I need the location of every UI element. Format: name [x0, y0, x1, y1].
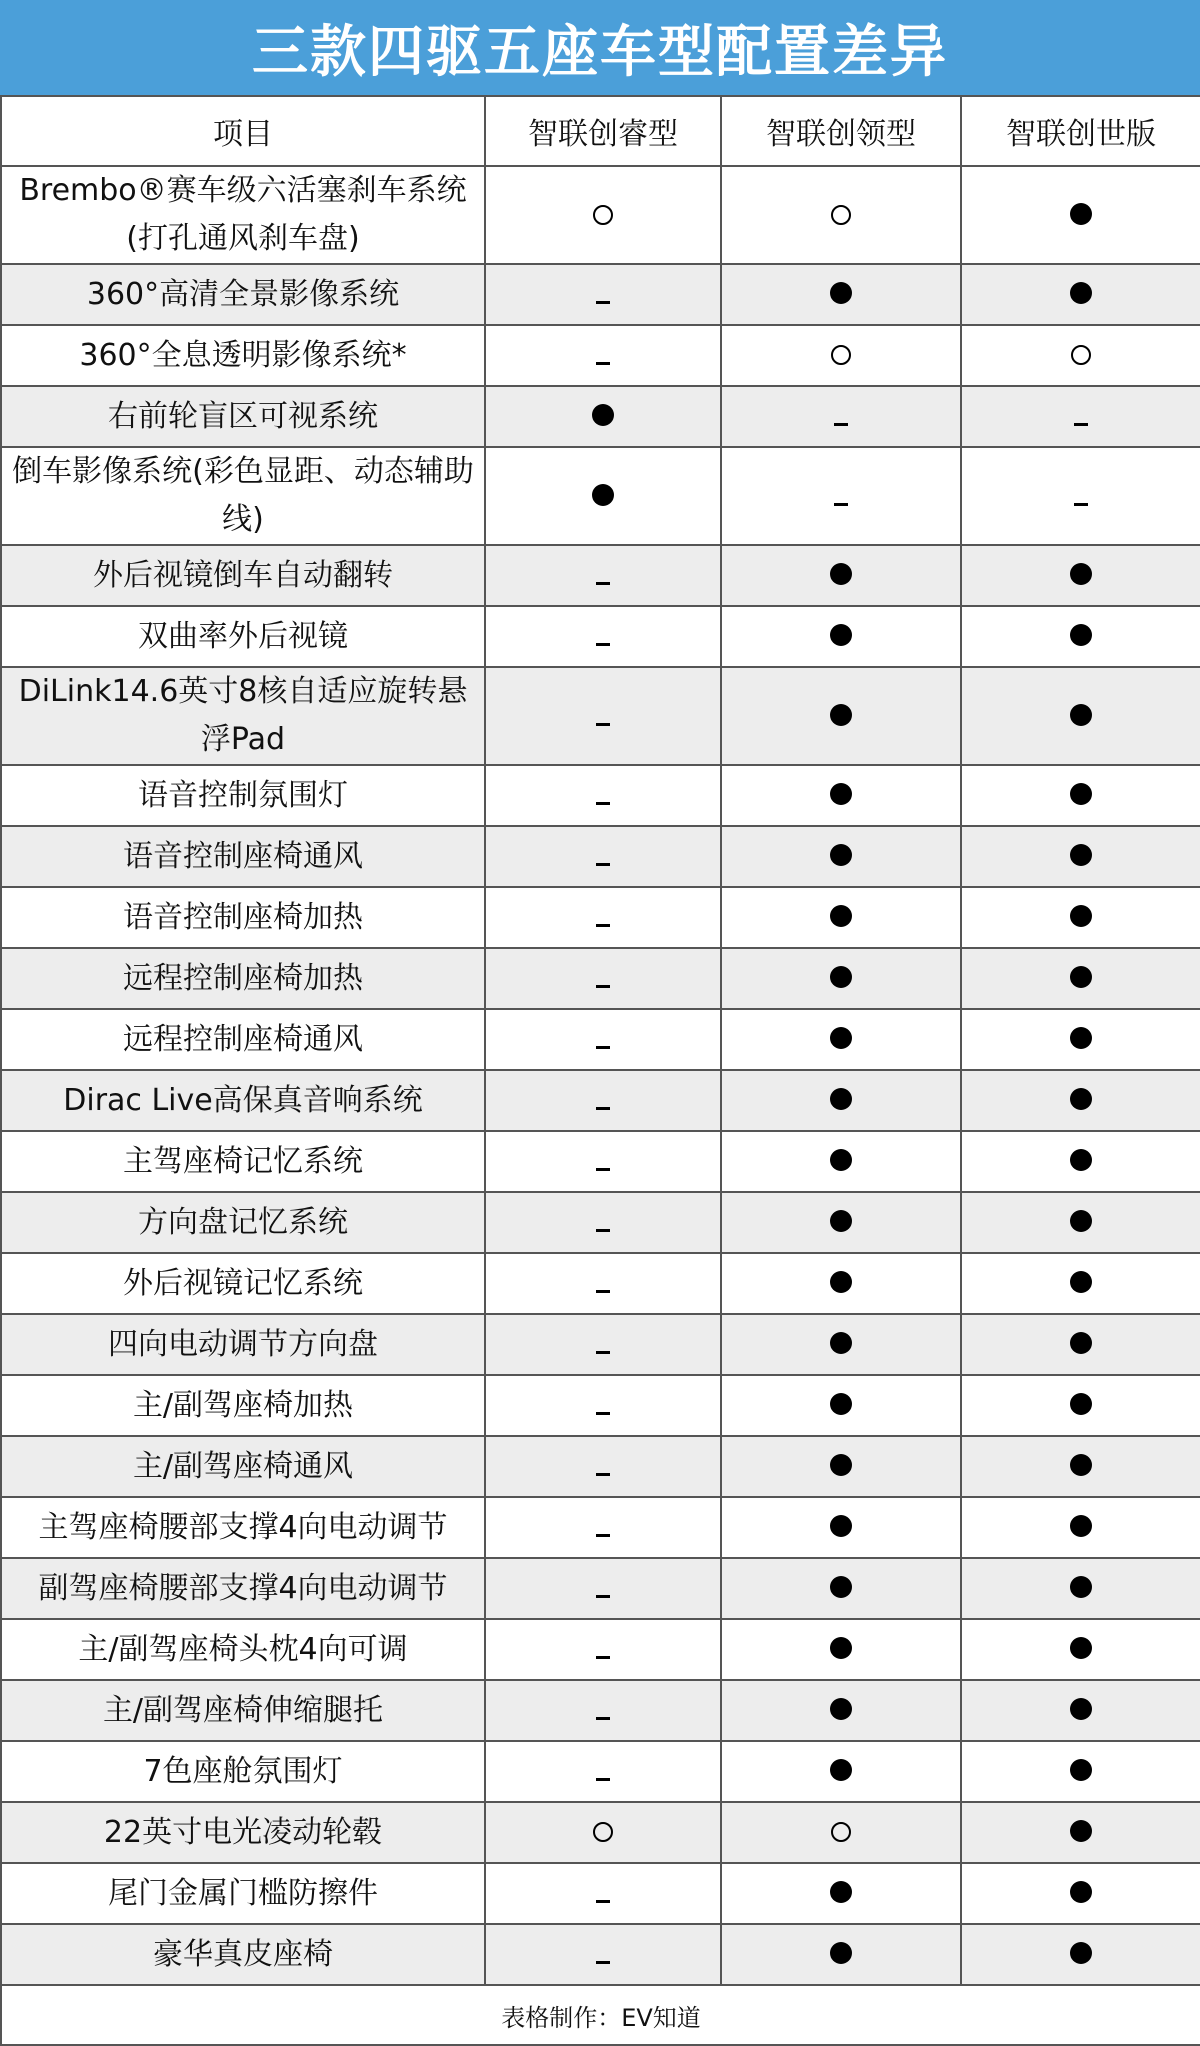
dash-icon [596, 1717, 610, 1720]
table-row [1, 447, 1200, 545]
availability-cell [721, 1802, 961, 1863]
filled-dot-icon [1070, 282, 1092, 304]
table-row [1, 1375, 1200, 1436]
availability-cell [961, 1314, 1200, 1375]
filled-dot-icon [830, 1027, 852, 1049]
dash-icon [596, 1107, 610, 1110]
dash-icon [596, 1168, 610, 1171]
availability-cell [721, 325, 961, 386]
column-header-trim-3: 智联创世版 [961, 96, 1200, 166]
feature-name-cell: 语音控制座椅加热 [1, 887, 485, 948]
filled-dot-icon [1070, 1027, 1092, 1049]
feature-name-cell: 副驾座椅腰部支撑4向电动调节 [1, 1558, 485, 1619]
dash-icon [1074, 503, 1088, 506]
filled-dot-icon [830, 1088, 852, 1110]
availability-cell [485, 264, 721, 325]
availability-cell [485, 166, 721, 264]
availability-cell [485, 545, 721, 606]
feature-name-cell: 语音控制座椅通风 [1, 826, 485, 887]
table-row [1, 264, 1200, 325]
feature-name-cell: 主/副驾座椅通风 [1, 1436, 485, 1497]
filled-dot-icon [1070, 563, 1092, 585]
feature-name-cell: 四向电动调节方向盘 [1, 1314, 485, 1375]
availability-cell [721, 606, 961, 667]
column-header-trim-2: 智联创领型 [721, 96, 961, 166]
table-row [1, 887, 1200, 948]
table-row [1, 1924, 1200, 1985]
dash-icon [596, 1473, 610, 1476]
filled-dot-icon [830, 966, 852, 988]
filled-dot-icon [1070, 1210, 1092, 1232]
filled-dot-icon [1070, 1942, 1092, 1964]
availability-cell [721, 1436, 961, 1497]
availability-cell [485, 1497, 721, 1558]
availability-cell [485, 1924, 721, 1985]
dash-icon [596, 863, 610, 866]
table-row [1, 948, 1200, 1009]
availability-cell [961, 1009, 1200, 1070]
feature-name-cell: 主驾座椅腰部支撑4向电动调节 [1, 1497, 485, 1558]
filled-dot-icon [1070, 704, 1092, 726]
availability-cell [961, 1863, 1200, 1924]
filled-dot-icon [830, 783, 852, 805]
feature-name-cell: 倒车影像系统(彩色显距、动态辅助线) [1, 447, 485, 545]
filled-dot-icon [830, 1332, 852, 1354]
filled-dot-icon [830, 1210, 852, 1232]
dash-icon [834, 503, 848, 506]
table-row [1, 1131, 1200, 1192]
availability-cell [961, 545, 1200, 606]
table-row [1, 606, 1200, 667]
availability-cell [961, 264, 1200, 325]
availability-cell [485, 1619, 721, 1680]
availability-cell [721, 264, 961, 325]
circle-outline-icon [593, 205, 613, 225]
filled-dot-icon [1070, 203, 1092, 225]
dash-icon [596, 1412, 610, 1415]
feature-name-cell: 22英寸电光凌动轮毂 [1, 1802, 485, 1863]
availability-cell [721, 1375, 961, 1436]
availability-cell [485, 1070, 721, 1131]
availability-cell [485, 325, 721, 386]
availability-cell [961, 1131, 1200, 1192]
filled-dot-icon [830, 624, 852, 646]
circle-outline-icon [831, 205, 851, 225]
dash-icon [596, 362, 610, 365]
availability-cell [485, 1802, 721, 1863]
feature-name-cell: 7色座舱氛围灯 [1, 1741, 485, 1802]
table-row [1, 166, 1200, 264]
table-row [1, 386, 1200, 447]
filled-dot-icon [830, 1576, 852, 1598]
availability-cell [961, 166, 1200, 264]
column-header-trim-1: 智联创睿型 [485, 96, 721, 166]
availability-cell [961, 386, 1200, 447]
filled-dot-icon [1070, 1515, 1092, 1537]
circle-outline-icon [831, 1822, 851, 1842]
filled-dot-icon [1070, 1881, 1092, 1903]
table-row [1, 1680, 1200, 1741]
filled-dot-icon [1070, 1393, 1092, 1415]
feature-name-cell: Dirac Live高保真音响系统 [1, 1070, 485, 1131]
circle-outline-icon [1071, 345, 1091, 365]
filled-dot-icon [1070, 844, 1092, 866]
filled-dot-icon [830, 1149, 852, 1171]
availability-cell [485, 1009, 721, 1070]
availability-cell [961, 765, 1200, 826]
table-row [1, 1314, 1200, 1375]
availability-cell [721, 1131, 961, 1192]
dash-icon [596, 1595, 610, 1598]
filled-dot-icon [830, 1393, 852, 1415]
availability-cell [961, 1741, 1200, 1802]
availability-cell [721, 1924, 961, 1985]
filled-dot-icon [830, 905, 852, 927]
filled-dot-icon [830, 1454, 852, 1476]
title-banner [0, 0, 1200, 95]
feature-name-cell: 豪华真皮座椅 [1, 1924, 485, 1985]
feature-name-cell: 双曲率外后视镜 [1, 606, 485, 667]
page-title: 三款四驱五座车型配置差异 [252, 19, 948, 85]
dash-icon [596, 582, 610, 585]
dash-icon [596, 1900, 610, 1903]
feature-name-cell: 外后视镜记忆系统 [1, 1253, 485, 1314]
availability-cell [721, 826, 961, 887]
availability-cell [721, 948, 961, 1009]
filled-dot-icon [830, 1515, 852, 1537]
filled-dot-icon [830, 844, 852, 866]
footer-row [1, 1985, 1200, 2045]
availability-cell [721, 1863, 961, 1924]
availability-cell [485, 1192, 721, 1253]
availability-cell [961, 1253, 1200, 1314]
filled-dot-icon [830, 1759, 852, 1781]
filled-dot-icon [1070, 966, 1092, 988]
table-row [1, 545, 1200, 606]
circle-outline-icon [593, 1822, 613, 1842]
table-row [1, 667, 1200, 765]
availability-cell [721, 1253, 961, 1314]
availability-cell [721, 1314, 961, 1375]
filled-dot-icon [1070, 1149, 1092, 1171]
dash-icon [596, 1290, 610, 1293]
dash-icon [1074, 423, 1088, 426]
dash-icon [596, 1046, 610, 1049]
feature-name-cell: 右前轮盲区可视系统 [1, 386, 485, 447]
availability-cell [485, 667, 721, 765]
table-row [1, 1009, 1200, 1070]
filled-dot-icon [830, 1942, 852, 1964]
filled-dot-icon [1070, 1759, 1092, 1781]
filled-dot-icon [1070, 1088, 1092, 1110]
filled-dot-icon [830, 563, 852, 585]
availability-cell [961, 1192, 1200, 1253]
table-row [1, 1558, 1200, 1619]
dash-icon [596, 1778, 610, 1781]
availability-cell [721, 1741, 961, 1802]
availability-cell [721, 765, 961, 826]
dash-icon [596, 1229, 610, 1232]
filled-dot-icon [1070, 1332, 1092, 1354]
availability-cell [961, 447, 1200, 545]
availability-cell [721, 1009, 961, 1070]
dash-icon [596, 1961, 610, 1964]
availability-cell [961, 1070, 1200, 1131]
feature-name-cell: 方向盘记忆系统 [1, 1192, 485, 1253]
table-row [1, 765, 1200, 826]
availability-cell [485, 1863, 721, 1924]
feature-name-cell: 远程控制座椅通风 [1, 1009, 485, 1070]
filled-dot-icon [830, 1881, 852, 1903]
availability-cell [485, 948, 721, 1009]
feature-name-cell: 外后视镜倒车自动翻转 [1, 545, 485, 606]
availability-cell [961, 1375, 1200, 1436]
availability-cell [961, 1558, 1200, 1619]
availability-cell [721, 166, 961, 264]
filled-dot-icon [830, 1637, 852, 1659]
filled-dot-icon [1070, 905, 1092, 927]
availability-cell [721, 1070, 961, 1131]
filled-dot-icon [592, 484, 614, 506]
availability-cell [485, 1253, 721, 1314]
filled-dot-icon [830, 1698, 852, 1720]
filled-dot-icon [830, 282, 852, 304]
feature-name-cell: 主驾座椅记忆系统 [1, 1131, 485, 1192]
table-row [1, 1253, 1200, 1314]
availability-cell [485, 1680, 721, 1741]
filled-dot-icon [1070, 783, 1092, 805]
circle-outline-icon [831, 345, 851, 365]
column-header-item: 项目 [1, 96, 485, 166]
feature-name-cell: 尾门金属门槛防擦件 [1, 1863, 485, 1924]
availability-cell [485, 1741, 721, 1802]
availability-cell [961, 667, 1200, 765]
feature-name-cell: 360°全息透明影像系统* [1, 325, 485, 386]
filled-dot-icon [1070, 1698, 1092, 1720]
availability-cell [961, 325, 1200, 386]
availability-cell [961, 887, 1200, 948]
table-row [1, 1802, 1200, 1863]
filled-dot-icon [1070, 1820, 1092, 1842]
availability-cell [961, 1680, 1200, 1741]
availability-cell [721, 1497, 961, 1558]
availability-cell [485, 1131, 721, 1192]
feature-name-cell: 语音控制氛围灯 [1, 765, 485, 826]
availability-cell [721, 887, 961, 948]
availability-cell [721, 545, 961, 606]
availability-cell [721, 386, 961, 447]
dash-icon [596, 723, 610, 726]
feature-name-cell: 主/副驾座椅加热 [1, 1375, 485, 1436]
feature-name-cell: 主/副驾座椅伸缩腿托 [1, 1680, 485, 1741]
filled-dot-icon [1070, 624, 1092, 646]
availability-cell [721, 1619, 961, 1680]
dash-icon [596, 643, 610, 646]
filled-dot-icon [830, 1271, 852, 1293]
table-row [1, 325, 1200, 386]
availability-cell [961, 1802, 1200, 1863]
availability-cell [485, 1436, 721, 1497]
feature-name-cell: 远程控制座椅加热 [1, 948, 485, 1009]
availability-cell [721, 447, 961, 545]
availability-cell [721, 1192, 961, 1253]
filled-dot-icon [1070, 1454, 1092, 1476]
table-footer-credit: 表格制作：EV知道 [1, 1985, 1200, 2045]
dash-icon [596, 1534, 610, 1537]
availability-cell [485, 1558, 721, 1619]
table-row [1, 1070, 1200, 1131]
table-header-row [1, 96, 1200, 166]
availability-cell [961, 1436, 1200, 1497]
table-row [1, 1497, 1200, 1558]
filled-dot-icon [1070, 1576, 1092, 1598]
table-row [1, 1863, 1200, 1924]
table-row [1, 1192, 1200, 1253]
filled-dot-icon [1070, 1271, 1092, 1293]
availability-cell [485, 887, 721, 948]
dash-icon [596, 924, 610, 927]
dash-icon [834, 423, 848, 426]
table-row [1, 1741, 1200, 1802]
availability-cell [485, 1314, 721, 1375]
config-table [0, 95, 1200, 2046]
feature-name-cell: Brembo®赛车级六活塞刹车系统(打孔通风刹车盘) [1, 166, 485, 264]
filled-dot-icon [592, 404, 614, 426]
dash-icon [596, 301, 610, 304]
availability-cell [961, 1924, 1200, 1985]
availability-cell [961, 948, 1200, 1009]
availability-cell [961, 1497, 1200, 1558]
filled-dot-icon [830, 704, 852, 726]
table-row [1, 826, 1200, 887]
availability-cell [485, 386, 721, 447]
dash-icon [596, 985, 610, 988]
availability-cell [485, 447, 721, 545]
availability-cell [721, 1680, 961, 1741]
availability-cell [485, 765, 721, 826]
availability-cell [721, 667, 961, 765]
dash-icon [596, 1656, 610, 1659]
availability-cell [961, 606, 1200, 667]
availability-cell [961, 1619, 1200, 1680]
availability-cell [961, 826, 1200, 887]
feature-name-cell: DiLink14.6英寸8核自适应旋转悬浮Pad [1, 667, 485, 765]
feature-name-cell: 360°高清全景影像系统 [1, 264, 485, 325]
availability-cell [721, 1558, 961, 1619]
table-row [1, 1436, 1200, 1497]
dash-icon [596, 1351, 610, 1354]
feature-name-cell: 主/副驾座椅头枕4向可调 [1, 1619, 485, 1680]
availability-cell [485, 1375, 721, 1436]
availability-cell [485, 606, 721, 667]
dash-icon [596, 802, 610, 805]
table-row [1, 1619, 1200, 1680]
availability-cell [485, 826, 721, 887]
filled-dot-icon [1070, 1637, 1092, 1659]
